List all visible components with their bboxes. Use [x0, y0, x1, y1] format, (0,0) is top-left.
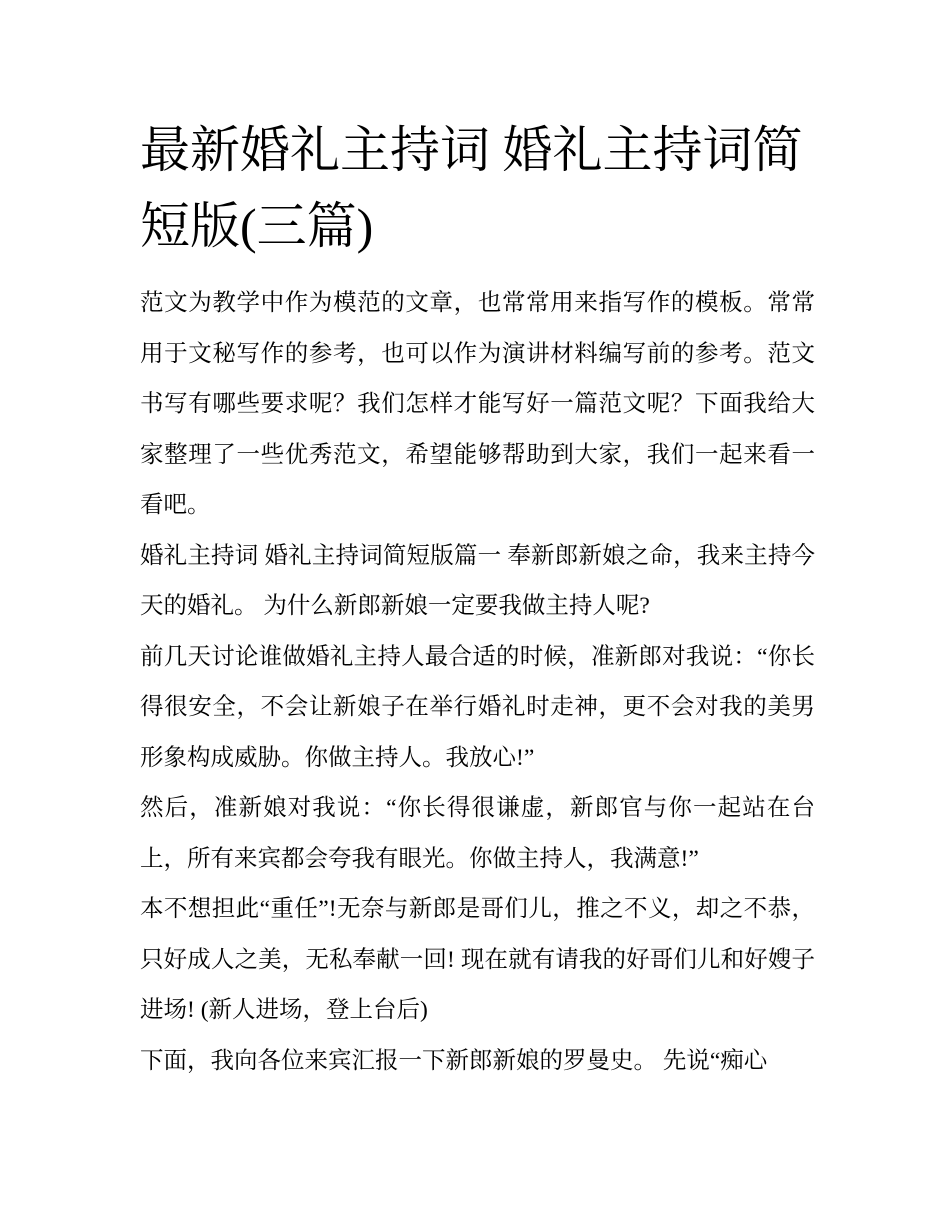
- paragraph-couple-entrance: 本不想担此“重任”!无奈与新郎是哥们儿，推之不义，却之不恭，只好成人之美，无私奉献一回! 现在就有请我的好哥们儿和好嫂子进场! (新人进场，登上台后): [140, 896, 815, 1023]
- document-body: [140, 278, 815, 1086]
- paragraph-bride-quote: 然后，准新娘对我说：“你长得很谦虚，新郎官与你一起站在台上，所有来宾都会夸我有眼光。你做主持人，我满意!”: [140, 795, 815, 872]
- paragraph-groom-quote: 前几天讨论谁做婚礼主持人最合适的时候，准新郎对我说：“你长得很安全，不会让新娘子在举行婚礼时走神，更不会对我的美男形象构成威胁。你做主持人。我放心!”: [140, 643, 815, 771]
- paragraph-chapter-one-opening: 婚礼主持词 婚礼主持词简短版篇一 奉新郎新娘之命，我来主持今天的婚礼。 为什么新郎新娘一定要我做主持人呢?: [140, 542, 815, 619]
- paragraph-romance-story: 下面，我向各位来宾汇报一下新郎新娘的罗曼史。 先说“痴心: [140, 1047, 768, 1074]
- paragraph-intro: 范文为教学中作为模范的文章，也常常用来指写作的模板。常常用于文秘写作的参考，也可以作为演讲材料编写前的参考。范文书写有哪些要求呢？我们怎样才能写好一篇范文呢？下面我给大家整理了一些优秀范文，希望能够帮助到大家，我们一起来看一看吧。: [140, 290, 815, 518]
- document-title: 最新婚礼主持词 婚礼主持词简短版(三篇): [140, 122, 803, 254]
